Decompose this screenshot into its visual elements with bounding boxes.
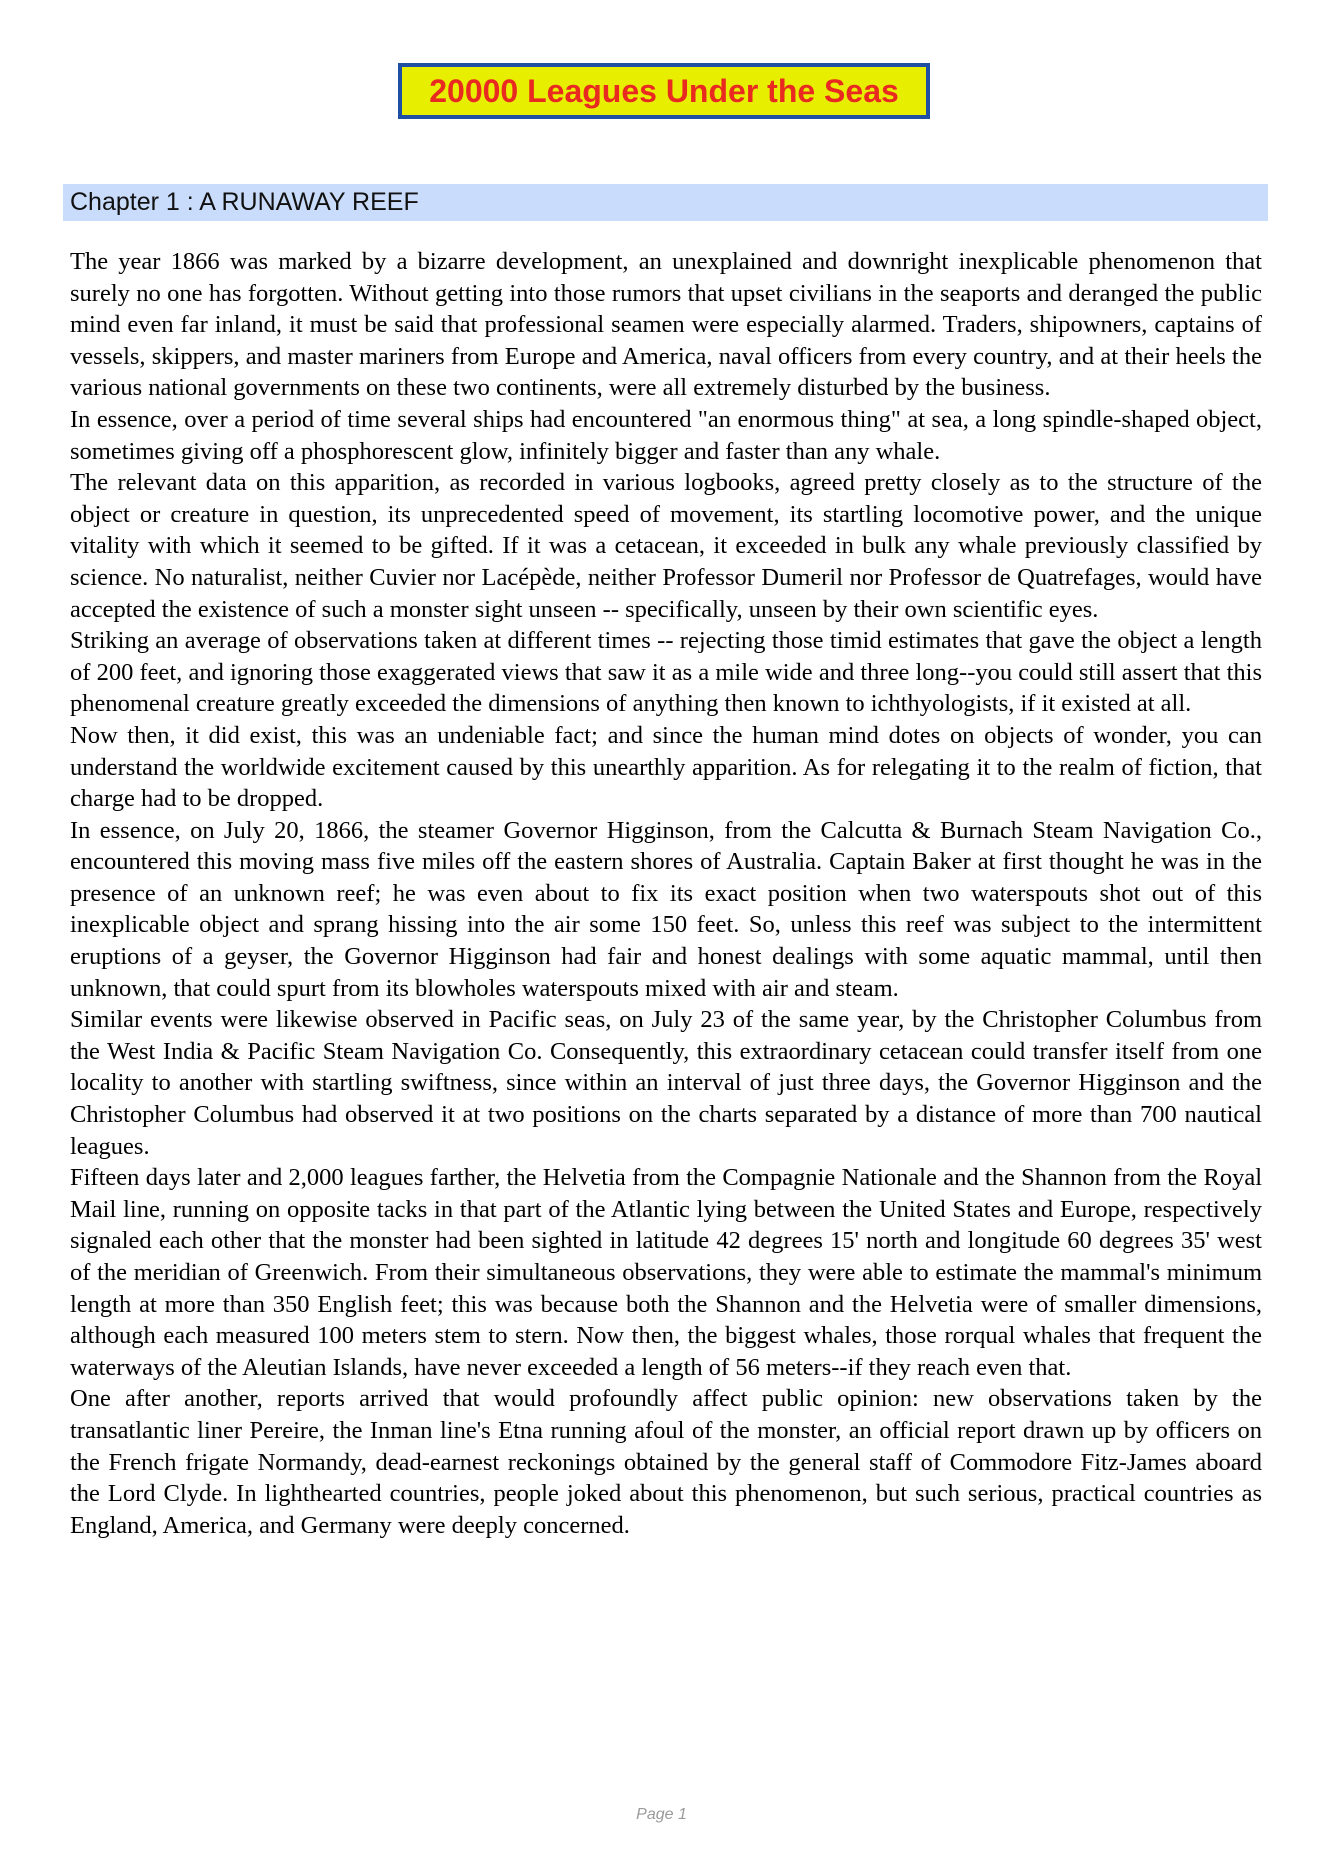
document-title: 20000 Leagues Under the Seas — [429, 72, 899, 109]
paragraph: In essence, over a period of time several ships had encountered "an enormous thing" at sea, a long spindle-shaped object, sometimes giving off a phosphorescent glow, infinitely bigger and faster than any whale. — [70, 405, 1262, 465]
page-number-footer: Page 1 — [636, 1806, 687, 1823]
paragraph: Similar events were likewise observed in Pacific seas, on July 23 of the same year, by the Christopher Columbus from the West India & Pacific Steam Navigation Co. Consequently, this extraordinary cetacean could transfer itself from one locality to another with startling swiftness, since within an interval of just three days, the Governor Higginson and the Christopher Columbus had observed it at two positions on the charts separated by a distance of more than 700 nautical leagues. — [70, 1006, 1262, 1160]
paragraph: One after another, reports arrived that would profoundly affect public opinion: new observations taken by the transatlantic liner Pereire, the Inman line's Etna running afoul of the monster, an official report drawn up by officers on the French frigate Normandy, dead-earnest reckonings obtained by the general staff of Commodore Fitz-James aboard the Lord Clyde. In lighthearted countries, people joked about this phenomenon, but such serious, practical countries as England, America, and Germany were deeply concerned. — [70, 1385, 1262, 1539]
chapter-heading: Chapter 1 : A RUNAWAY REEF — [70, 188, 419, 216]
title-box — [398, 63, 930, 119]
paragraph: In essence, on July 20, 1866, the steamer Governor Higginson, from the Calcutta & Burnach Steam Navigation Co., encountered this moving mass five miles off the eastern shores of Australia. Captain Baker at first thought he was in the presence of an unknown reef; he was even about to fix its exact position when two waterspouts shot out of this inexplicable object and sprang hissing into the air some 150 feet. So, unless this reef was subject to the intermittent eruptions of a geyser, the Governor Higginson had fair and honest dealings with some aquatic mammal, until then unknown, that could spurt from its blowholes waterspouts mixed with air and steam. — [70, 816, 1262, 1002]
chapter-body — [70, 246, 1262, 1541]
paragraph: Now then, it did exist, this was an undeniable fact; and since the human mind dotes on objects of wonder, you can understand the worldwide excitement caused by this unearthly apparition. As for relegating it to the realm of fiction, that charge had to be dropped. — [70, 721, 1262, 813]
paragraph: Fifteen days later and 2,000 leagues farther, the Helvetia from the Compagnie Nationale and the Shannon from the Royal Mail line, running on opposite tacks in that part of the Atlantic lying between the United States and Europe, respectively signaled each other that the monster had been sighted in latitude 42 degrees 15' north and longitude 60 degrees 35' west of the meridian of Greenwich. From their simultaneous observations, they were able to estimate the mammal's minimum length at more than 350 English feet; this was because both the Shannon and the Helvetia were of smaller dimensions, although each measured 100 meters stem to stern. Now then, the biggest whales, those rorqual whales that frequent the waterways of the Aleutian Islands, have never exceeded a length of 56 meters--if they reach even that. — [70, 1164, 1262, 1381]
paragraph: The year 1866 was marked by a bizarre development, an unexplained and downright inexplicable phenomenon that surely no one has forgotten. Without getting into those rumors that upset civilians in the seaports and deranged the public mind even far inland, it must be said that professional seamen were especially alarmed. Traders, shipowners, captains of vessels, skippers, and master mariners from Europe and America, naval officers from every country, and at their heels the various national governments on these two continents, were all extremely disturbed by the business. — [70, 248, 1262, 402]
chapter-heading-bar — [63, 184, 1268, 221]
paragraph: Striking an average of observations taken at different times -- rejecting those timid estimates that gave the object a length of 200 feet, and ignoring those exaggerated views that saw it as a mile wide and three long--you could still assert that this phenomenal creature greatly exceeded the dimensions of anything then known to ichthyologists, if it existed at all. — [70, 627, 1262, 718]
paragraph: The relevant data on this apparition, as recorded in various logbooks, agreed pretty closely as to the structure of the object or creature in question, its unprecedented speed of movement, its startling locomotive power, and the unique vitality with which it seemed to be gifted. If it was a cetacean, it exceeded in bulk any whale previously classified by science. No naturalist, neither Cuvier nor Lacépède, neither Professor Dumeril nor Professor de Quatrefages, would have accepted the existence of such a monster sight unseen -- specifically, unseen by their own scientific eyes. — [70, 469, 1262, 623]
